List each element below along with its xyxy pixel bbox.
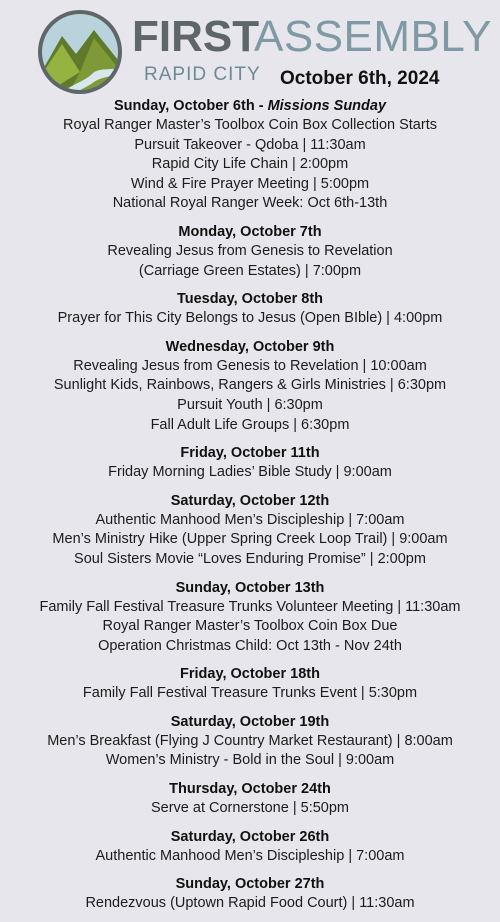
event-line: Women’s Ministry - Bold in the Soul | 9:00am (105, 752, 395, 769)
day-title: Saturday, October 26th (170, 828, 330, 845)
event-line: Revealing Jesus from Genesis to Revelation (107, 242, 393, 259)
event-line: Prayer for This City Belongs to Jesus (Open BIble) | 4:00pm (57, 310, 443, 327)
event-line: Authentic Manhood Men’s Discipleship | 7:00am (95, 847, 405, 864)
day-section (0, 289, 500, 329)
event-line: Wind & Fire Prayer Meeting | 5:00pm (130, 175, 370, 192)
day-title: Friday, October 11th (180, 445, 320, 462)
day-title: Sunday, October 27th (175, 876, 325, 893)
event-line: Authentic Manhood Men’s Discipleship | 7:00am (95, 511, 405, 528)
event-line: Sunlight Kids, Rainbows, Rangers & Girls Ministries | 6:30pm (53, 377, 447, 394)
day-section (0, 874, 500, 914)
event-line: Royal Ranger Master’s Toolbox Coin Box Due (102, 618, 398, 635)
event-line: Soul Sisters Movie “Loves Enduring Promise” | 2:00pm (74, 550, 426, 567)
event-line: Friday Morning Ladies’ Bible Study | 9:00am (108, 464, 392, 481)
day-title: Monday, October 7th (178, 223, 322, 240)
day-title: Tuesday, October 8th (176, 291, 324, 308)
brand-first: FIRST (132, 12, 260, 61)
day-title: Friday, October 18th (180, 666, 320, 683)
day-title: Sunday, October 6th - Missions Sunday (113, 98, 387, 114)
day-title: Wednesday, October 9th (165, 338, 335, 355)
event-line: Operation Christmas Child: Oct 13th - Nov 24th (98, 637, 402, 654)
event-line: Royal Ranger Master’s Toolbox Coin Box Collection Starts (63, 117, 437, 133)
event-line: (Carriage Green Estates) | 7:00pm (138, 262, 362, 279)
event-line: Pursuit Takeover - Qdoba | 11:30am (134, 136, 366, 153)
brand-assembly: ASSEMBLY (254, 12, 492, 61)
event-line: Men’s Ministry Hike (Upper Spring Creek Loop Trail) | 9:00am (52, 531, 448, 548)
event-line: Serve at Cornerstone | 5:50pm (150, 800, 349, 817)
bulletin-date: October 6th, 2024 (280, 68, 440, 89)
event-line: Revealing Jesus from Genesis to Revelation | 10:00am (73, 357, 427, 374)
event-line: Men’s Breakfast (Flying J Country Market Restaurant) | 8:00am (47, 732, 453, 749)
day-title: Saturday, October 12th (170, 492, 330, 509)
day-section (0, 222, 500, 281)
day-section (0, 779, 500, 819)
event-line: Rendezvous (Uptown Rapid Food Court) | 11:30am (85, 895, 415, 912)
mountain-logo-icon (36, 8, 124, 96)
brand-city: RAPID CITY (144, 64, 261, 85)
day-title: Sunday, October 13th (175, 579, 325, 596)
event-line: Rapid City Life Chain | 2:00pm (151, 156, 349, 173)
day-section (0, 96, 500, 214)
day-section (0, 491, 500, 570)
event-line: Family Fall Festival Treasure Trunks Volunteer Meeting | 11:30am (39, 598, 461, 615)
event-line: Family Fall Festival Treasure Trunks Event | 5:30pm (82, 685, 418, 702)
event-line: Pursuit Youth | 6:30pm (177, 396, 323, 413)
day-section (0, 578, 500, 657)
day-title: Saturday, October 19th (170, 713, 330, 730)
header (0, 0, 500, 98)
day-title: Thursday, October 24th (169, 781, 331, 798)
day-section (0, 827, 500, 867)
day-note: Missions Sunday (267, 98, 387, 114)
event-line: Fall Adult Life Groups | 6:30pm (150, 416, 350, 433)
day-section (0, 337, 500, 435)
day-section (0, 443, 500, 483)
schedule (0, 96, 500, 922)
day-section (0, 664, 500, 704)
event-line: National Royal Ranger Week: Oct 6th-13th (112, 195, 388, 212)
day-section (0, 712, 500, 771)
